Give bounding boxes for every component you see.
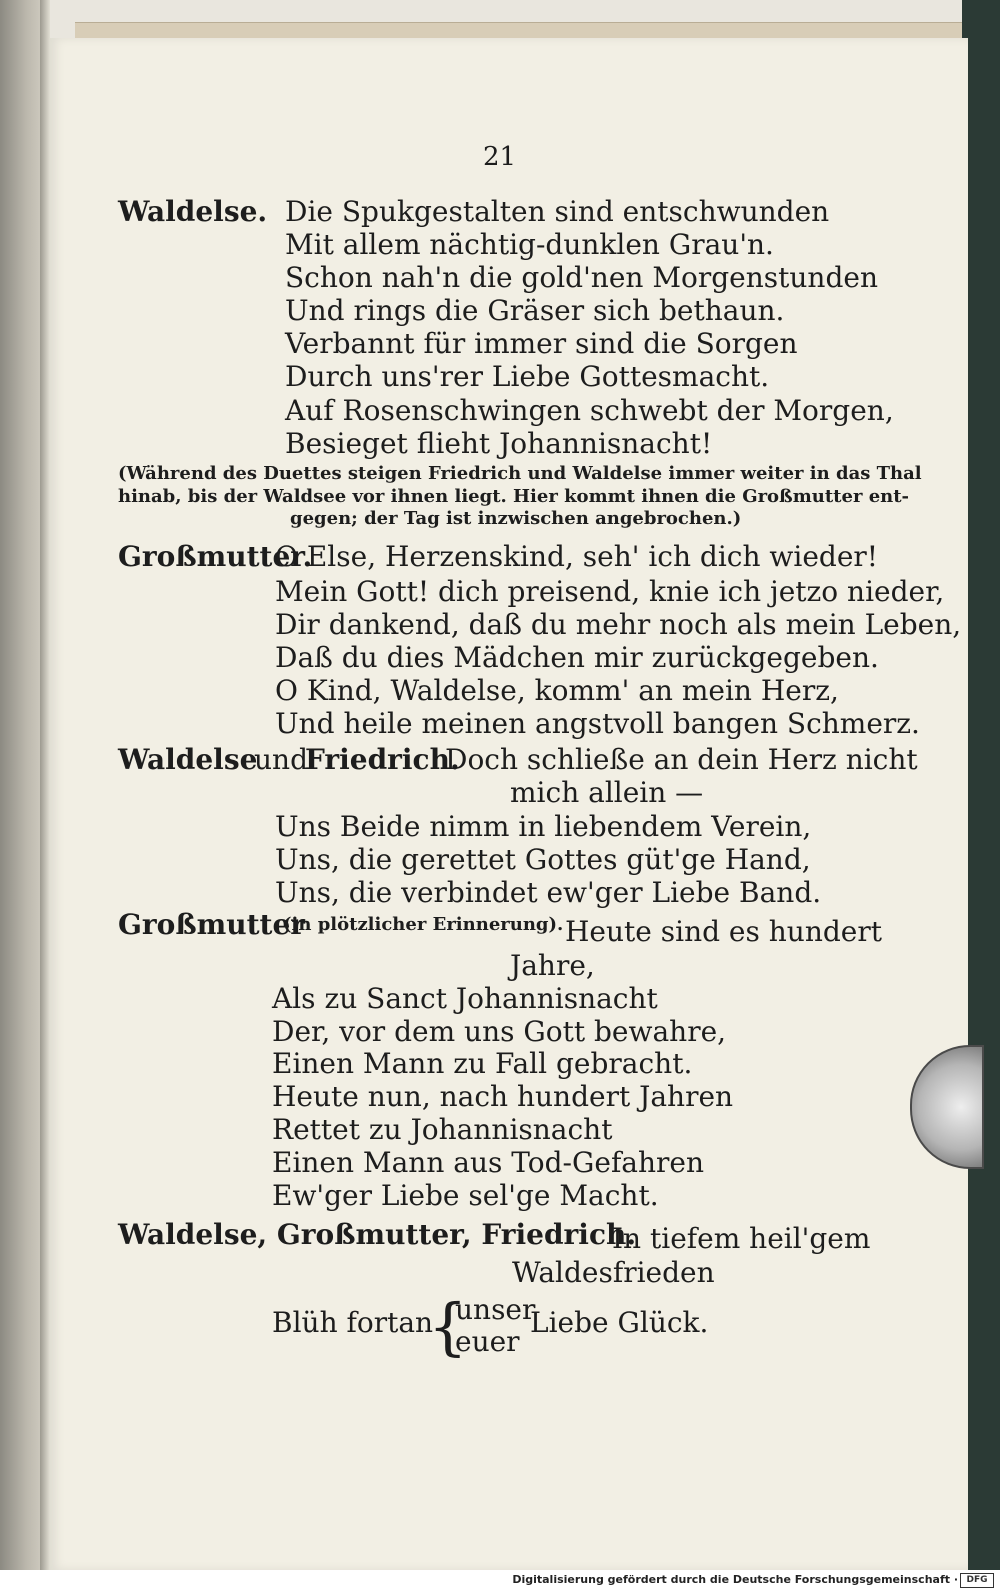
verse-line: Mein Gott! dich preisend, knie ich jetzo nieder,	[275, 575, 945, 608]
verse-line: und	[254, 743, 308, 776]
verse-line: Einen Mann zu Fall gebracht.	[272, 1047, 693, 1080]
verse-line: O Else, Herzenskind, seh' ich dich wieder!	[275, 540, 879, 573]
verse-line: Liebe Glück.	[530, 1306, 709, 1339]
verse-line: Heute nun, nach hundert Jahren	[272, 1080, 734, 1113]
verse-line: Jahre,	[510, 949, 595, 982]
verse-line: Doch schließe an dein Herz nicht	[445, 743, 918, 776]
speaker-name: Waldelse	[118, 743, 258, 776]
verse-line: mich allein —	[510, 776, 704, 809]
verse-line: Verbannt für immer sind die Sorgen	[285, 327, 798, 360]
verse-line: Dir dankend, daß du mehr noch als mein Leben,	[275, 608, 962, 641]
speaker-name: Friedrich.	[305, 743, 460, 776]
stage-direction: (in plötzlicher Erinnerung).	[283, 914, 564, 935]
verse-line: Uns, die gerettet Gottes güt'ge Hand,	[275, 843, 811, 876]
verse-line: Uns Beide nimm in liebendem Verein,	[275, 810, 812, 843]
stage-direction: gegen; der Tag ist inzwischen angebrochen.)	[290, 508, 742, 529]
speaker-name: Waldelse, Großmutter, Friedrich.	[118, 1218, 637, 1251]
verse-line: Rettet zu Johannisnacht	[272, 1113, 613, 1146]
speaker-name: Waldelse.	[118, 195, 268, 228]
stage-direction: (Während des Duettes steigen Friedrich und Waldelse immer weiter in das Thal	[118, 463, 922, 484]
dfg-logo: DFG	[960, 1573, 994, 1588]
verse-line: Als zu Sanct Johannisnacht	[272, 982, 658, 1015]
page-edge	[40, 0, 50, 1570]
verse-line: Durch uns'rer Liebe Gottesmacht.	[285, 360, 770, 393]
verse-line: Besieget flieht Johannisnacht!	[285, 427, 713, 460]
speaker-name: Großmutter	[118, 908, 306, 941]
verse-line: Waldesfrieden	[512, 1256, 715, 1289]
verse-line: Ew'ger Liebe sel'ge Macht.	[272, 1179, 659, 1212]
verse-line: In tiefem heil'gem	[612, 1222, 871, 1255]
verse-line: Schon nah'n die gold'nen Morgenstunden	[285, 261, 878, 294]
verse-line: Blüh fortan	[272, 1306, 434, 1339]
verse-line: Heute sind es hundert	[565, 915, 882, 948]
footer-credit: Digitalisierung gefördert durch die Deutsche Forschungsgemeinschaft ·	[512, 1573, 958, 1586]
verse-line: Daß du dies Mädchen mir zurückgegeben.	[275, 641, 879, 674]
verse-line: Einen Mann aus Tod-Gefahren	[272, 1146, 705, 1179]
verse-line: Uns, die verbindet ew'ger Liebe Band.	[275, 876, 822, 909]
verse-line: O Kind, Waldelse, komm' an mein Herz,	[275, 674, 839, 707]
verse-line: unser	[455, 1293, 536, 1326]
verse-line: Die Spukgestalten sind entschwunden	[285, 195, 830, 228]
stage-direction: hinab, bis der Waldsee vor ihnen liegt. Hier kommt ihnen die Großmutter ent-	[118, 486, 910, 507]
verse-line: euer	[455, 1325, 520, 1358]
verse-line: Auf Rosenschwingen schwebt der Morgen,	[285, 394, 894, 427]
verse-line: Und rings die Gräser sich bethaun.	[285, 294, 785, 327]
speaker-name: Großmutter.	[118, 540, 313, 573]
page-number: 21	[483, 142, 517, 172]
verse-line: Der, vor dem uns Gott bewahre,	[272, 1015, 727, 1048]
verse-line: Und heile meinen angstvoll bangen Schmerz.	[275, 707, 920, 740]
verse-line: {	[428, 1290, 468, 1363]
verse-line: Mit allem nächtig-dunklen Grau'n.	[285, 228, 774, 261]
